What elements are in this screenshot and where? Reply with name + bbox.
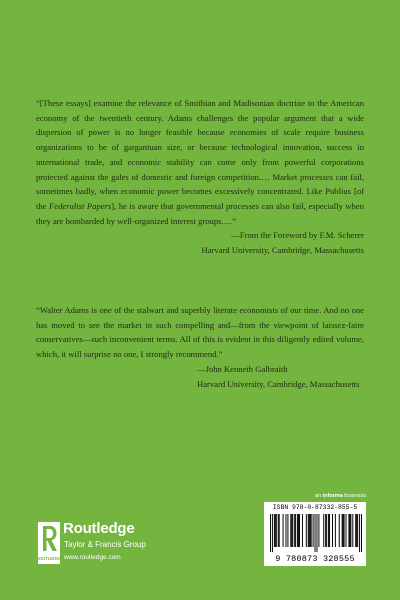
barcode-bar xyxy=(311,514,312,547)
barcode-bar xyxy=(290,514,291,547)
barcode-bar xyxy=(352,514,353,547)
barcode-bar xyxy=(297,514,298,547)
quote-attribution: —From the Foreword by F.M. Scherer xyxy=(231,230,364,241)
isbn-label: ISBN 978-0-87332-855-5 xyxy=(272,504,358,511)
barcode-bars xyxy=(270,514,362,552)
barcode-bar xyxy=(329,514,330,547)
barcode-bar xyxy=(285,514,286,547)
barcode-bar xyxy=(348,514,349,547)
barcode-bar xyxy=(343,514,344,547)
barcode-bar xyxy=(310,514,311,547)
quote-paragraph xyxy=(36,303,364,362)
barcode-bar xyxy=(270,514,271,552)
barcode-bar xyxy=(346,514,347,547)
barcode-bar xyxy=(276,514,277,547)
barcode-bar xyxy=(279,514,280,547)
barcode-bar xyxy=(308,514,309,547)
barcode-bar xyxy=(275,514,276,547)
barcode-bar xyxy=(299,514,300,547)
informa-brand: informa xyxy=(322,493,343,499)
barcode-bar xyxy=(313,514,314,547)
barcode-bar xyxy=(287,514,288,547)
barcode-bar xyxy=(326,514,327,547)
publisher-group: Taylor & Francis Group xyxy=(64,540,146,549)
routledge-r-logo xyxy=(35,522,63,564)
barcode-bar xyxy=(361,514,362,552)
barcode-bar xyxy=(274,514,275,547)
barcode-bar xyxy=(342,514,343,547)
isbn-barcode xyxy=(264,502,366,566)
barcode-bar xyxy=(357,514,358,547)
quote-attribution: —John Kenneth Galbraith xyxy=(197,363,288,374)
informa-business-mark xyxy=(315,493,366,499)
galbraith-quote xyxy=(36,303,364,391)
barcode-bar xyxy=(323,514,324,547)
barcode-bar xyxy=(355,514,356,547)
barcode-bar xyxy=(302,514,303,547)
barcode-bar xyxy=(325,514,326,547)
barcode-bar xyxy=(339,514,340,547)
barcode-bar xyxy=(332,514,333,547)
ean-digits: 9 780873 328555 xyxy=(275,554,355,564)
quote-institution: Harvard University, Cambridge, Massachusetts xyxy=(197,378,360,389)
barcode-bar xyxy=(328,514,329,547)
barcode-bar xyxy=(349,514,350,547)
publisher-url: www.routledge.com xyxy=(64,554,121,561)
svg-text:ROUTLEDGE: ROUTLEDGE xyxy=(35,556,63,561)
barcode-bar xyxy=(318,514,319,547)
barcode-bar xyxy=(294,514,295,547)
barcode-bar xyxy=(315,514,316,552)
italic-title: Federalist Papers xyxy=(49,200,112,211)
barcode-bar xyxy=(272,514,273,552)
barcode-bar xyxy=(291,514,292,547)
barcode-bar xyxy=(344,514,345,547)
barcode-bar xyxy=(356,514,357,547)
quote-institution: Harvard University, Cambridge, Massachusetts xyxy=(201,245,364,256)
barcode-bar xyxy=(309,514,310,547)
barcode-bar xyxy=(335,514,336,547)
publisher-name: Routledge xyxy=(63,520,135,537)
barcode-bar xyxy=(316,514,317,552)
barcode-bar xyxy=(283,514,284,547)
barcode-bar xyxy=(359,514,360,552)
barcode-bar xyxy=(295,514,296,547)
scherer-quote xyxy=(36,96,364,258)
quote-text: ], he is aware that governmental processes can also fail, especially when they are bombarded by well-organized interest groups.…” xyxy=(36,200,364,226)
quote-text: “Walter Adams is one of the stalwart and superbly literate economists of our time. And no one has moved to see the market in such compelling and—from the viewpoint of laissez-faire conservatives—such inconvenient terms. All of this is evident in this diligently edited volume, which, it will surprise no one, I strongly recommend.” xyxy=(36,305,364,360)
informa-prefix: an xyxy=(314,493,322,499)
barcode-bar xyxy=(306,514,307,547)
quote-text: “[These essays] examine the relevance of Smithian and Madisonian doctrine to the American economy of the twentieth century. Adams challenges the popular argument that a wide dispersion of power is no longer feasible because economies of scale require business organizations to be of gargantuan size, or because technological innovation, success in international trade, and economic stability can come only from powerful corporations protected against the gales of domestic and foreign competition.… Market processes can fail, sometimes badly, when economic power becomes excessively concentrated. Like Publius [of the xyxy=(36,98,364,211)
barcode-bar xyxy=(350,514,351,547)
barcode-bar xyxy=(278,514,279,547)
quote-paragraph xyxy=(36,96,364,228)
informa-suffix: business xyxy=(344,493,366,499)
barcode-bar xyxy=(292,514,293,547)
barcode-bar xyxy=(298,514,299,547)
